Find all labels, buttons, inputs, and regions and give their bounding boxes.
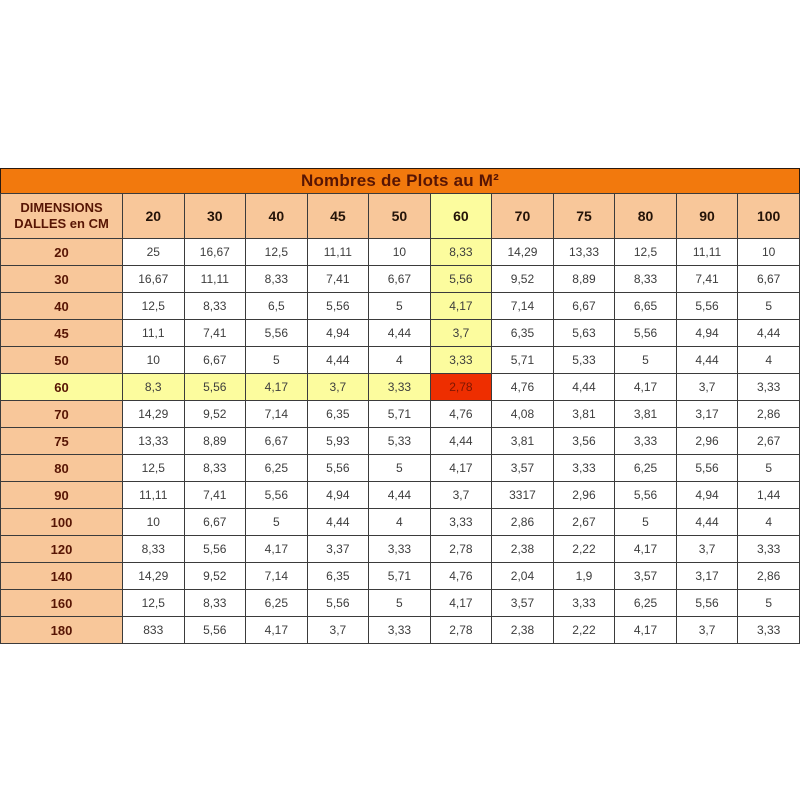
value-cell-75-45: 5,93 [307, 428, 369, 455]
value-cell-80-45: 5,56 [307, 455, 369, 482]
value-cell-180-30: 5,56 [184, 617, 246, 644]
value-cell-60-20: 8,3 [123, 374, 185, 401]
table-title: Nombres de Plots au M² [300, 171, 500, 190]
corner-header-line1: DIMENSIONS [20, 199, 103, 215]
value-cell-60-50: 3,33 [369, 374, 431, 401]
value-cell-40-100: 5 [738, 293, 800, 320]
value-cell-50-30: 6,67 [184, 347, 246, 374]
value-cell-70-20: 14,29 [123, 401, 185, 428]
value-cell-90-60: 3,7 [430, 482, 492, 509]
value-cell-20-50: 10 [369, 239, 431, 266]
value-cell-90-90: 4,94 [676, 482, 738, 509]
value-cell-180-60: 2,78 [430, 617, 492, 644]
table-row-100 [1, 509, 800, 536]
table-row-40 [1, 293, 800, 320]
value-cell-50-90: 4,44 [676, 347, 738, 374]
value-cell-60-60: 2,78 [430, 374, 492, 401]
value-cell-30-75: 8,89 [553, 266, 615, 293]
value-cell-70-30: 9,52 [184, 401, 246, 428]
value-cell-20-30: 16,67 [184, 239, 246, 266]
value-cell-120-45: 3,37 [307, 536, 369, 563]
value-cell-160-50: 5 [369, 590, 431, 617]
value-cell-20-60: 8,33 [430, 239, 492, 266]
value-cell-40-70: 7,14 [492, 293, 554, 320]
column-header-row [1, 194, 800, 239]
table-row-160 [1, 590, 800, 617]
column-header-20: 20 [123, 194, 185, 239]
value-cell-90-50: 4,44 [369, 482, 431, 509]
table-row-90 [1, 482, 800, 509]
value-cell-60-90: 3,7 [676, 374, 738, 401]
value-cell-180-70: 2,38 [492, 617, 554, 644]
value-cell-60-75: 4,44 [553, 374, 615, 401]
column-header-40: 40 [246, 194, 308, 239]
row-header-20: 20 [1, 239, 123, 266]
value-cell-100-60: 3,33 [430, 509, 492, 536]
column-header-50: 50 [369, 194, 431, 239]
table-row-60 [1, 374, 800, 401]
value-cell-50-80: 5 [615, 347, 677, 374]
value-cell-70-75: 3,81 [553, 401, 615, 428]
value-cell-30-30: 11,11 [184, 266, 246, 293]
value-cell-20-45: 11,11 [307, 239, 369, 266]
value-cell-120-100: 3,33 [738, 536, 800, 563]
value-cell-140-75: 1,9 [553, 563, 615, 590]
value-cell-50-50: 4 [369, 347, 431, 374]
value-cell-20-80: 12,5 [615, 239, 677, 266]
table-row-70 [1, 401, 800, 428]
table-row-80 [1, 455, 800, 482]
value-cell-160-70: 3,57 [492, 590, 554, 617]
value-cell-60-70: 4,76 [492, 374, 554, 401]
value-cell-90-45: 4,94 [307, 482, 369, 509]
value-cell-30-50: 6,67 [369, 266, 431, 293]
value-cell-140-60: 4,76 [430, 563, 492, 590]
table-title-bar [0, 168, 800, 193]
value-cell-70-80: 3,81 [615, 401, 677, 428]
value-cell-80-70: 3,57 [492, 455, 554, 482]
value-cell-20-20: 25 [123, 239, 185, 266]
table-head [1, 194, 800, 239]
row-header-60: 60 [1, 374, 123, 401]
value-cell-100-30: 6,67 [184, 509, 246, 536]
row-header-160: 160 [1, 590, 123, 617]
value-cell-30-90: 7,41 [676, 266, 738, 293]
value-cell-60-80: 4,17 [615, 374, 677, 401]
plots-per-m2-table [0, 193, 800, 644]
value-cell-40-40: 6,5 [246, 293, 308, 320]
value-cell-45-90: 4,94 [676, 320, 738, 347]
value-cell-180-50: 3,33 [369, 617, 431, 644]
row-header-40: 40 [1, 293, 123, 320]
value-cell-40-45: 5,56 [307, 293, 369, 320]
value-cell-80-75: 3,33 [553, 455, 615, 482]
value-cell-120-70: 2,38 [492, 536, 554, 563]
value-cell-100-45: 4,44 [307, 509, 369, 536]
value-cell-120-75: 2,22 [553, 536, 615, 563]
value-cell-75-100: 2,67 [738, 428, 800, 455]
value-cell-160-90: 5,56 [676, 590, 738, 617]
value-cell-140-45: 6,35 [307, 563, 369, 590]
value-cell-180-45: 3,7 [307, 617, 369, 644]
column-header-75: 75 [553, 194, 615, 239]
value-cell-75-75: 3,56 [553, 428, 615, 455]
value-cell-120-80: 4,17 [615, 536, 677, 563]
value-cell-80-90: 5,56 [676, 455, 738, 482]
column-header-80: 80 [615, 194, 677, 239]
value-cell-120-30: 5,56 [184, 536, 246, 563]
column-header-90: 90 [676, 194, 738, 239]
value-cell-75-70: 3,81 [492, 428, 554, 455]
table-body [1, 239, 800, 644]
value-cell-100-80: 5 [615, 509, 677, 536]
value-cell-30-80: 8,33 [615, 266, 677, 293]
value-cell-45-60: 3,7 [430, 320, 492, 347]
column-header-45: 45 [307, 194, 369, 239]
value-cell-20-100: 10 [738, 239, 800, 266]
value-cell-100-70: 2,86 [492, 509, 554, 536]
value-cell-140-80: 3,57 [615, 563, 677, 590]
row-header-100: 100 [1, 509, 123, 536]
value-cell-45-40: 5,56 [246, 320, 308, 347]
value-cell-90-100: 1,44 [738, 482, 800, 509]
value-cell-45-20: 11,1 [123, 320, 185, 347]
value-cell-70-70: 4,08 [492, 401, 554, 428]
value-cell-160-75: 3,33 [553, 590, 615, 617]
value-cell-75-50: 5,33 [369, 428, 431, 455]
value-cell-30-40: 8,33 [246, 266, 308, 293]
column-header-100: 100 [738, 194, 800, 239]
value-cell-30-45: 7,41 [307, 266, 369, 293]
value-cell-120-40: 4,17 [246, 536, 308, 563]
value-cell-45-30: 7,41 [184, 320, 246, 347]
value-cell-140-100: 2,86 [738, 563, 800, 590]
table-row-50 [1, 347, 800, 374]
value-cell-140-40: 7,14 [246, 563, 308, 590]
value-cell-60-100: 3,33 [738, 374, 800, 401]
value-cell-160-20: 12,5 [123, 590, 185, 617]
value-cell-90-75: 2,96 [553, 482, 615, 509]
table-row-45 [1, 320, 800, 347]
value-cell-40-50: 5 [369, 293, 431, 320]
value-cell-40-90: 5,56 [676, 293, 738, 320]
value-cell-50-75: 5,33 [553, 347, 615, 374]
value-cell-80-30: 8,33 [184, 455, 246, 482]
value-cell-40-75: 6,67 [553, 293, 615, 320]
value-cell-45-45: 4,94 [307, 320, 369, 347]
value-cell-40-60: 4,17 [430, 293, 492, 320]
value-cell-75-30: 8,89 [184, 428, 246, 455]
value-cell-70-100: 2,86 [738, 401, 800, 428]
value-cell-160-100: 5 [738, 590, 800, 617]
value-cell-180-40: 4,17 [246, 617, 308, 644]
row-header-140: 140 [1, 563, 123, 590]
value-cell-30-20: 16,67 [123, 266, 185, 293]
value-cell-140-90: 3,17 [676, 563, 738, 590]
table-row-140 [1, 563, 800, 590]
row-header-50: 50 [1, 347, 123, 374]
value-cell-100-20: 10 [123, 509, 185, 536]
value-cell-45-50: 4,44 [369, 320, 431, 347]
value-cell-30-60: 5,56 [430, 266, 492, 293]
value-cell-45-80: 5,56 [615, 320, 677, 347]
value-cell-60-40: 4,17 [246, 374, 308, 401]
value-cell-75-80: 3,33 [615, 428, 677, 455]
value-cell-20-75: 13,33 [553, 239, 615, 266]
value-cell-60-45: 3,7 [307, 374, 369, 401]
value-cell-80-60: 4,17 [430, 455, 492, 482]
value-cell-20-70: 14,29 [492, 239, 554, 266]
row-header-90: 90 [1, 482, 123, 509]
value-cell-80-50: 5 [369, 455, 431, 482]
value-cell-120-60: 2,78 [430, 536, 492, 563]
value-cell-75-20: 13,33 [123, 428, 185, 455]
row-header-45: 45 [1, 320, 123, 347]
corner-header-line2: DALLES en CM [14, 216, 109, 231]
value-cell-80-100: 5 [738, 455, 800, 482]
value-cell-90-40: 5,56 [246, 482, 308, 509]
value-cell-70-60: 4,76 [430, 401, 492, 428]
value-cell-80-80: 6,25 [615, 455, 677, 482]
row-header-75: 75 [1, 428, 123, 455]
plots-table-container [0, 168, 800, 644]
value-cell-70-90: 3,17 [676, 401, 738, 428]
value-cell-20-40: 12,5 [246, 239, 308, 266]
value-cell-70-40: 7,14 [246, 401, 308, 428]
value-cell-60-30: 5,56 [184, 374, 246, 401]
value-cell-50-100: 4 [738, 347, 800, 374]
value-cell-160-40: 6,25 [246, 590, 308, 617]
value-cell-180-90: 3,7 [676, 617, 738, 644]
value-cell-140-50: 5,71 [369, 563, 431, 590]
value-cell-50-45: 4,44 [307, 347, 369, 374]
row-header-70: 70 [1, 401, 123, 428]
corner-header-cell [1, 194, 123, 239]
row-header-80: 80 [1, 455, 123, 482]
value-cell-160-60: 4,17 [430, 590, 492, 617]
value-cell-100-100: 4 [738, 509, 800, 536]
value-cell-50-40: 5 [246, 347, 308, 374]
table-row-75 [1, 428, 800, 455]
row-header-30: 30 [1, 266, 123, 293]
value-cell-75-40: 6,67 [246, 428, 308, 455]
value-cell-100-75: 2,67 [553, 509, 615, 536]
value-cell-180-75: 2,22 [553, 617, 615, 644]
value-cell-30-70: 9,52 [492, 266, 554, 293]
value-cell-140-70: 2,04 [492, 563, 554, 590]
table-row-30 [1, 266, 800, 293]
value-cell-100-90: 4,44 [676, 509, 738, 536]
value-cell-120-20: 8,33 [123, 536, 185, 563]
value-cell-160-30: 8,33 [184, 590, 246, 617]
value-cell-120-50: 3,33 [369, 536, 431, 563]
value-cell-100-40: 5 [246, 509, 308, 536]
value-cell-40-20: 12,5 [123, 293, 185, 320]
value-cell-70-45: 6,35 [307, 401, 369, 428]
value-cell-45-75: 5,63 [553, 320, 615, 347]
value-cell-45-100: 4,44 [738, 320, 800, 347]
value-cell-80-20: 12,5 [123, 455, 185, 482]
value-cell-50-70: 5,71 [492, 347, 554, 374]
value-cell-180-20: 833 [123, 617, 185, 644]
value-cell-100-50: 4 [369, 509, 431, 536]
value-cell-140-30: 9,52 [184, 563, 246, 590]
table-row-120 [1, 536, 800, 563]
value-cell-90-70: 3317 [492, 482, 554, 509]
row-header-180: 180 [1, 617, 123, 644]
value-cell-40-30: 8,33 [184, 293, 246, 320]
value-cell-45-70: 6,35 [492, 320, 554, 347]
value-cell-75-60: 4,44 [430, 428, 492, 455]
value-cell-40-80: 6,65 [615, 293, 677, 320]
column-header-70: 70 [492, 194, 554, 239]
column-header-30: 30 [184, 194, 246, 239]
row-header-120: 120 [1, 536, 123, 563]
value-cell-160-45: 5,56 [307, 590, 369, 617]
value-cell-75-90: 2,96 [676, 428, 738, 455]
table-row-20 [1, 239, 800, 266]
value-cell-180-100: 3,33 [738, 617, 800, 644]
value-cell-180-80: 4,17 [615, 617, 677, 644]
table-row-180 [1, 617, 800, 644]
value-cell-90-20: 11,11 [123, 482, 185, 509]
value-cell-90-80: 5,56 [615, 482, 677, 509]
value-cell-90-30: 7,41 [184, 482, 246, 509]
value-cell-70-50: 5,71 [369, 401, 431, 428]
value-cell-160-80: 6,25 [615, 590, 677, 617]
value-cell-120-90: 3,7 [676, 536, 738, 563]
column-header-60: 60 [430, 194, 492, 239]
value-cell-50-20: 10 [123, 347, 185, 374]
value-cell-80-40: 6,25 [246, 455, 308, 482]
value-cell-30-100: 6,67 [738, 266, 800, 293]
value-cell-20-90: 11,11 [676, 239, 738, 266]
value-cell-50-60: 3,33 [430, 347, 492, 374]
value-cell-140-20: 14,29 [123, 563, 185, 590]
